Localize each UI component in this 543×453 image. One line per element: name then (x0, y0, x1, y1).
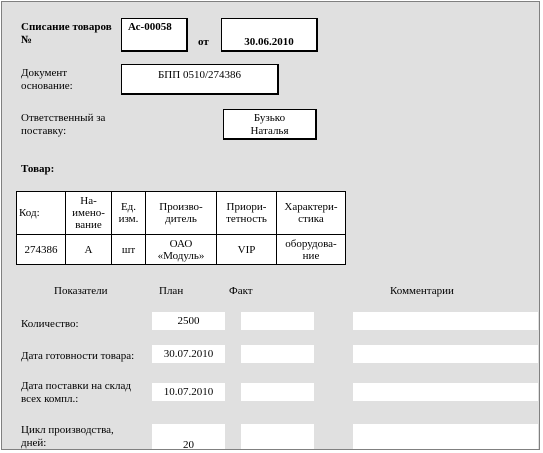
cell-unit: шт (112, 235, 146, 265)
comment-quantity-field[interactable] (353, 312, 538, 330)
indicator-label-ready-date: Дата готовности товара: (21, 350, 135, 362)
indicator-label-production-cycle: Цикл производства, дней: (21, 424, 114, 449)
comment-production-cycle-field[interactable] (353, 424, 538, 450)
goods-section-title: Товар: (21, 163, 55, 175)
col-priority: Приори-тетность (217, 192, 277, 235)
date-prefix: от (198, 36, 209, 48)
cell-code: 274386 (17, 235, 66, 265)
cell-priority: VIP (217, 235, 277, 265)
cell-manufacturer: ОАО «Модуль» (146, 235, 217, 265)
col-unit: Ед. изм. (112, 192, 146, 235)
responsible-field[interactable]: Бузько Наталья (223, 109, 317, 140)
plan-delivery-date-field[interactable]: 10.07.2010 (152, 383, 225, 401)
basis-label: Документ основание: (21, 67, 73, 92)
responsible-label: Ответственный за поставку: (21, 112, 106, 137)
indicators-header-comments: Комментарии (390, 285, 454, 297)
indicators-header-plan: План (159, 285, 184, 297)
comment-ready-date-field[interactable] (353, 345, 538, 363)
fact-ready-date-field[interactable] (241, 345, 314, 363)
indicators-header-fact: Факт (229, 285, 253, 297)
col-code: Код: (17, 192, 66, 235)
comment-delivery-date-field[interactable] (353, 383, 538, 401)
indicator-label-quantity: Количество: (21, 318, 79, 330)
fact-delivery-date-field[interactable] (241, 383, 314, 401)
goods-row[interactable] (17, 235, 346, 265)
plan-ready-date-field[interactable]: 30.07.2010 (152, 345, 225, 363)
indicator-label-delivery-date: Дата поставки на склад всех компл.: (21, 380, 131, 405)
plan-quantity-field[interactable]: 2500 (152, 312, 225, 330)
col-characteristic: Характери-стика (277, 192, 346, 235)
write-off-form (1, 1, 540, 450)
doc-title: Списание товаров № (21, 21, 112, 46)
cell-characteristic: оборудова-ние (277, 235, 346, 265)
fact-production-cycle-field[interactable] (241, 424, 314, 450)
doc-date-field[interactable]: 30.06.2010 (221, 18, 318, 52)
indicators-header-name: Показатели (54, 285, 108, 297)
goods-header-row (17, 192, 346, 235)
goods-table (16, 191, 346, 265)
fact-quantity-field[interactable] (241, 312, 314, 330)
col-name: На-имено-вание (66, 192, 112, 235)
doc-number-field[interactable]: Ас-00058 (121, 18, 188, 52)
cell-name: А (66, 235, 112, 265)
plan-production-cycle-field[interactable]: 20 (152, 424, 225, 450)
basis-field[interactable]: БПП 0510/274386 (121, 64, 279, 95)
col-manufacturer: Произво-дитель (146, 192, 217, 235)
